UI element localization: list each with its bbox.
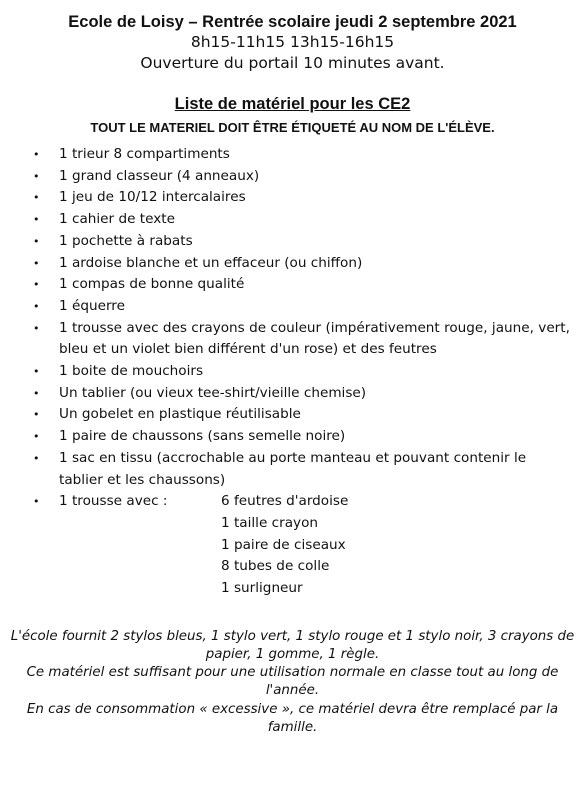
kit-label: 1 trousse avec : — [59, 493, 168, 510]
document-title: Ecole de Loisy – Rentrée scolaire jeudi 2 septembre 2021 — [68, 13, 517, 31]
bullet-icon: • — [33, 169, 40, 183]
list-item — [0, 383, 585, 405]
kit-content-item: 1 surligneur — [221, 580, 303, 597]
list-item-text: 1 trousse avec des crayons de couleur (impérativement rouge, jaune, vert, bleu et un violet bien différent d'un rose) et des feutres — [59, 319, 570, 358]
list-item — [0, 448, 585, 491]
list-item-text: Un tablier (ou vieux tee-shirt/vieille chemise) — [59, 384, 367, 401]
list-item-text: 1 ardoise blanche et un effaceur (ou chiffon) — [59, 254, 363, 271]
school-hours: 8h15-11h15 13h15-16h15 — [190, 33, 395, 51]
kit-content-item: 1 paire de ciseaux — [221, 536, 346, 553]
bullet-icon: • — [33, 191, 40, 205]
list-item — [0, 426, 585, 448]
list-item — [0, 318, 585, 361]
sufficiency-note: Ce matériel est suffisant pour une utilisation normale en classe tout au long de l'année. — [26, 665, 559, 699]
list-item-text: 1 grand classeur (4 anneaux) — [59, 167, 260, 184]
kit-content-item: 1 taille crayon — [221, 514, 319, 531]
list-item-text: 1 équerre — [59, 297, 125, 314]
list-item-text: 1 pochette à rabats — [59, 232, 193, 249]
school-supplied-note: L'école fournit 2 stylos bleus, 1 stylo vert, 1 stylo rouge et 1 stylo noir, 3 crayons de papier, 1 gomme, 1 règle. — [10, 628, 575, 662]
list-item — [0, 296, 585, 318]
list-item — [0, 274, 585, 296]
list-item-text: 1 boite de mouchoirs — [59, 363, 204, 380]
list-item — [0, 144, 585, 166]
bullet-icon: • — [33, 365, 40, 379]
bullet-icon: • — [33, 148, 40, 161]
list-item-text: 1 paire de chaussons (sans semelle noire) — [59, 428, 346, 445]
list-item-text: 1 cahier de texte — [59, 211, 175, 228]
bullet-icon: • — [33, 213, 40, 227]
list-item — [0, 166, 585, 188]
supply-list — [0, 144, 585, 600]
list-item — [0, 209, 585, 231]
list-item-pencil-case-kit — [0, 491, 585, 600]
list-item-text: Un gobelet en plastique réutilisable — [59, 406, 301, 423]
list-item — [0, 231, 585, 253]
list-item-text: 1 sac en tissu (accrochable au porte manteau et pouvant contenir le tablier et les chaussons) — [59, 449, 527, 488]
list-item-text: 1 jeu de 10/12 intercalaires — [59, 189, 246, 206]
list-item — [0, 361, 585, 383]
bullet-icon: • — [33, 278, 40, 292]
list-item-text: 1 compas de bonne qualité — [59, 276, 245, 293]
footer-notes — [0, 628, 585, 737]
list-title: Liste de matériel pour les CE2 — [174, 95, 411, 113]
kit-content-item: 8 tubes de colle — [221, 558, 330, 575]
list-item-text: 1 trieur 8 compartiments — [59, 146, 230, 162]
replacement-note: En cas de consommation « excessive », ce matériel devra être remplacé par la famille. — [26, 701, 559, 735]
bullet-icon: • — [33, 408, 40, 422]
bullet-icon: • — [33, 451, 40, 465]
bullet-icon: • — [33, 234, 40, 248]
bullet-icon: • — [33, 256, 40, 270]
header — [0, 12, 585, 74]
labeling-notice: TOUT LE MATERIEL DOIT ÊTRE ÉTIQUETÉ AU NOM DE L'ÉLÈVE. — [90, 120, 495, 135]
kit-content-item: 6 feutres d'ardoise — [221, 493, 349, 510]
bullet-icon: • — [33, 386, 40, 400]
list-item — [0, 187, 585, 209]
list-item — [0, 404, 585, 426]
bullet-icon: • — [33, 299, 40, 313]
bullet-icon: • — [33, 321, 40, 335]
kit-contents — [221, 491, 348, 600]
gate-opening-note: Ouverture du portail 10 minutes avant. — [140, 54, 445, 72]
list-item — [0, 253, 585, 275]
bullet-icon: • — [33, 430, 40, 444]
bullet-icon: • — [33, 495, 40, 509]
pencil-case-kit — [59, 491, 571, 600]
